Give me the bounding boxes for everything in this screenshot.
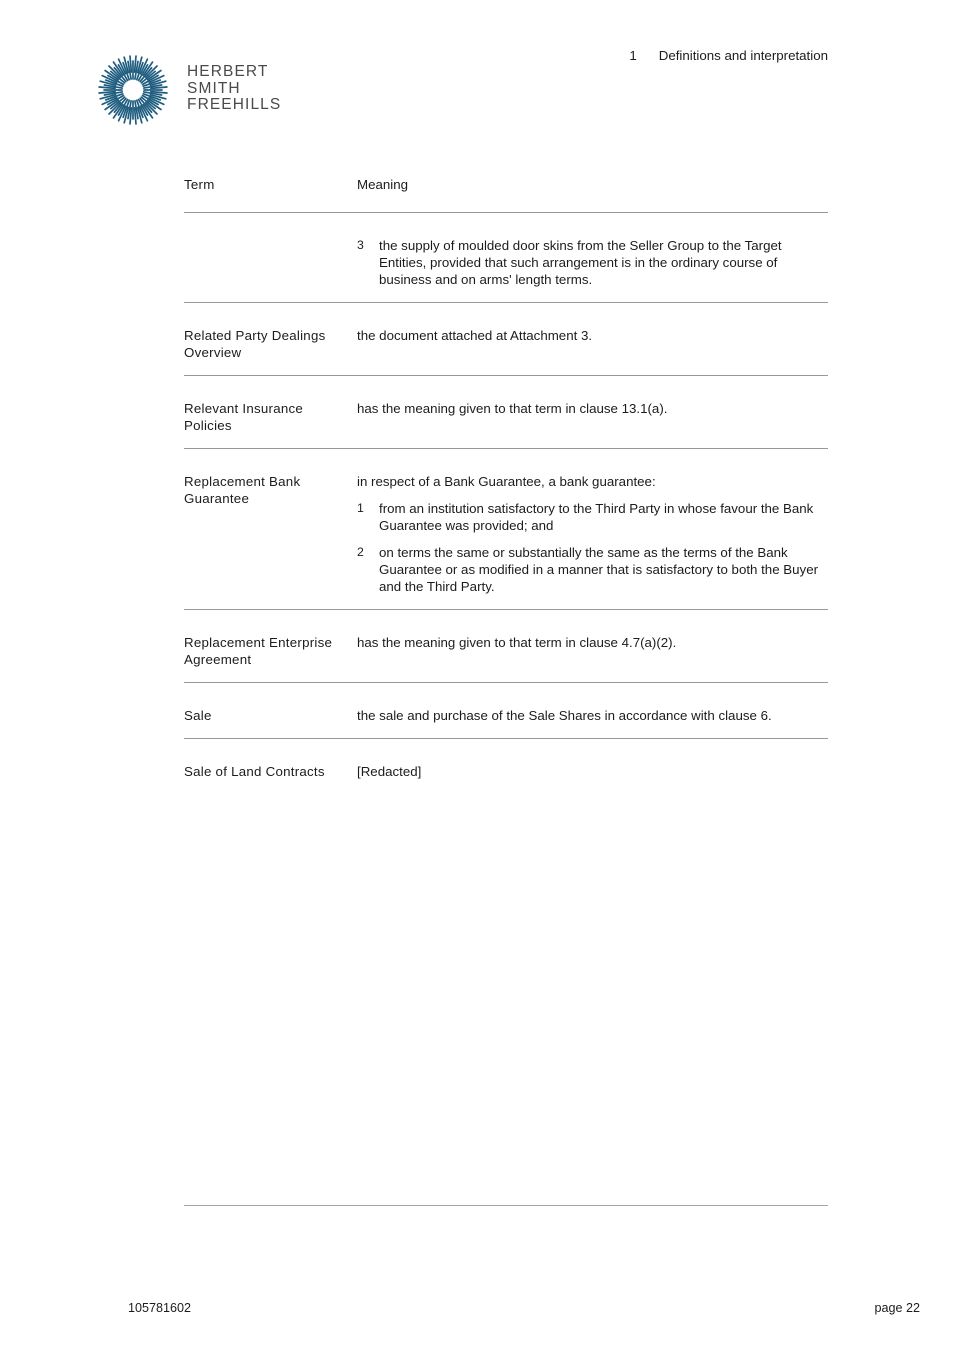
meaning-column-header: Meaning — [357, 177, 409, 192]
meaning-cell — [357, 763, 828, 780]
logo-wordmark — [187, 64, 281, 114]
meaning-text: [Redacted] — [357, 764, 422, 779]
meaning-cell — [357, 634, 828, 668]
item-number: 2 — [357, 545, 364, 559]
meaning-cell — [357, 707, 828, 724]
term-cell: Replacement Enterprise Agreement — [184, 635, 333, 667]
meaning-cell — [357, 400, 828, 434]
definitions-table — [184, 176, 828, 794]
logo-word-3: FREEHILLS — [187, 96, 282, 113]
term-cell: Relevant Insurance Policies — [184, 401, 304, 433]
meaning-cell — [357, 473, 828, 595]
table-row — [184, 610, 828, 683]
page-number: page 22 — [874, 1301, 920, 1315]
term-cell — [184, 237, 357, 288]
meaning-text: in respect of a Bank Guarantee, a bank guarantee: — [357, 474, 656, 489]
meaning-text: the document attached at Attachment 3. — [357, 328, 593, 343]
logo-word-1: HERBERT — [187, 63, 269, 80]
bottom-rule — [184, 1205, 828, 1206]
item-number: 1 — [357, 501, 364, 515]
table-header-row — [184, 176, 828, 213]
table-row — [184, 213, 828, 303]
firm-logo — [93, 44, 281, 136]
item-text: the supply of moulded door skins from the Seller Group to the Target Entities, provided that such arrangement is in the ordinary course of business and on arms' length terms. — [379, 238, 782, 287]
logo-word-2: SMITH — [187, 79, 241, 97]
term-cell: Sale — [184, 708, 212, 723]
section-number: 1 — [629, 48, 637, 63]
term-column-header: Term — [184, 177, 215, 192]
radial-burst-logo-icon — [93, 44, 173, 136]
numbered-item — [357, 500, 828, 534]
meaning-cell — [357, 327, 828, 361]
meaning-text: has the meaning given to that term in clause 4.7(a)(2). — [357, 635, 677, 650]
numbered-item — [357, 544, 828, 595]
term-cell: Replacement Bank Guarantee — [184, 474, 301, 506]
numbered-item — [357, 237, 828, 288]
document-number: 105781602 — [128, 1301, 192, 1315]
item-number: 3 — [357, 238, 364, 252]
meaning-text: the sale and purchase of the Sale Shares in accordance with clause 6. — [357, 708, 772, 723]
term-cell: Related Party Dealings Overview — [184, 328, 326, 360]
table-row — [184, 683, 828, 739]
item-text: on terms the same or substantially the same as the terms of the Bank Guarantee or as modified in a manner that is satisfactory to both the Buyer and the Third Party. — [379, 545, 819, 594]
page-footer — [128, 1300, 920, 1317]
item-text: from an institution satisfactory to the Third Party in whose favour the Bank Guarantee was provided; and — [379, 501, 814, 533]
table-row — [184, 449, 828, 610]
section-title: Definitions and interpretation — [658, 48, 828, 63]
term-cell: Sale of Land Contracts — [184, 764, 325, 779]
meaning-cell — [357, 237, 828, 288]
table-row — [184, 739, 828, 794]
table-row — [184, 376, 828, 449]
meaning-text: has the meaning given to that term in clause 13.1(a). — [357, 401, 668, 416]
table-row — [184, 303, 828, 376]
running-header — [629, 47, 828, 64]
